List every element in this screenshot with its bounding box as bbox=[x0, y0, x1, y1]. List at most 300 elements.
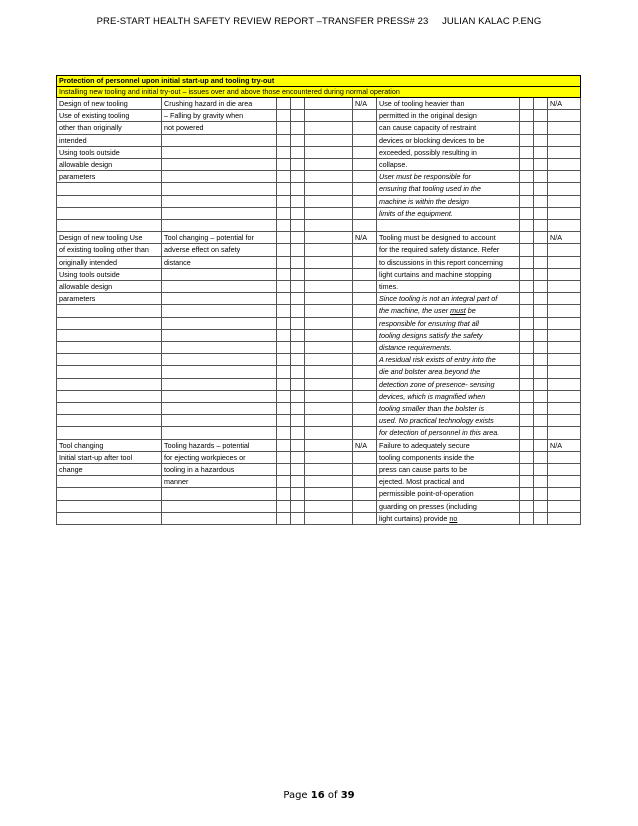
table-row bbox=[57, 146, 581, 158]
section-subtitle: Installing new tooling and initial try-out – issues over and above those encountered during normal operation bbox=[57, 87, 581, 98]
blank-cell bbox=[520, 366, 534, 378]
blank-cell bbox=[291, 390, 305, 402]
table-row bbox=[57, 207, 581, 219]
hazard-cell bbox=[162, 415, 277, 427]
blank-cell bbox=[305, 305, 353, 317]
blank-cell bbox=[277, 159, 291, 171]
blank-cell bbox=[291, 122, 305, 134]
table-row bbox=[57, 390, 581, 402]
blank-cell bbox=[534, 415, 548, 427]
task-cell: Tool changing bbox=[57, 439, 162, 451]
blank-cell bbox=[277, 110, 291, 122]
blank-cell bbox=[534, 293, 548, 305]
blank-cell bbox=[534, 488, 548, 500]
task-cell bbox=[57, 390, 162, 402]
blank-cell bbox=[534, 146, 548, 158]
blank-cell bbox=[305, 183, 353, 195]
task-cell bbox=[57, 329, 162, 341]
task-cell bbox=[57, 415, 162, 427]
blank-cell bbox=[353, 354, 377, 366]
blank-cell bbox=[353, 244, 377, 256]
page-number: 16 bbox=[310, 790, 325, 801]
blank-cell bbox=[305, 317, 353, 329]
na-cell: N/A bbox=[353, 98, 377, 110]
blank-cell bbox=[548, 366, 581, 378]
blank-cell bbox=[353, 403, 377, 415]
blank-cell bbox=[548, 171, 581, 183]
blank-cell bbox=[277, 403, 291, 415]
blank-cell bbox=[305, 354, 353, 366]
na-cell: N/A bbox=[548, 232, 581, 244]
task-cell: change bbox=[57, 464, 162, 476]
control-cell bbox=[377, 220, 520, 232]
blank-cell bbox=[305, 439, 353, 451]
blank-cell bbox=[277, 378, 291, 390]
hazard-cell bbox=[162, 220, 277, 232]
blank-cell bbox=[277, 98, 291, 110]
blank-cell bbox=[291, 195, 305, 207]
blank-cell bbox=[548, 268, 581, 280]
task-cell bbox=[57, 500, 162, 512]
task-cell bbox=[57, 378, 162, 390]
blank-cell bbox=[277, 281, 291, 293]
blank-cell bbox=[305, 232, 353, 244]
task-cell bbox=[57, 512, 162, 524]
table-row bbox=[57, 183, 581, 195]
blank-cell bbox=[291, 207, 305, 219]
blank-cell bbox=[277, 122, 291, 134]
section-title: Protection of personnel upon initial start-up and tooling try-out bbox=[57, 76, 581, 87]
blank-cell bbox=[548, 256, 581, 268]
table-row bbox=[57, 415, 581, 427]
blank-cell bbox=[277, 512, 291, 524]
control-cell: A residual risk exists of entry into the bbox=[377, 354, 520, 366]
blank-cell bbox=[305, 110, 353, 122]
blank-cell bbox=[534, 98, 548, 110]
blank-cell bbox=[291, 232, 305, 244]
task-cell bbox=[57, 427, 162, 439]
blank-cell bbox=[548, 317, 581, 329]
blank-cell bbox=[534, 378, 548, 390]
hazard-cell: Tool changing – potential for bbox=[162, 232, 277, 244]
blank-cell bbox=[520, 476, 534, 488]
hazard-cell bbox=[162, 366, 277, 378]
blank-cell bbox=[520, 98, 534, 110]
table-row bbox=[57, 305, 581, 317]
control-cell: detection zone of presence- sensing bbox=[377, 378, 520, 390]
table-row bbox=[57, 403, 581, 415]
blank-cell bbox=[291, 342, 305, 354]
blank-cell bbox=[277, 329, 291, 341]
task-cell: Use of existing tooling bbox=[57, 110, 162, 122]
blank-cell bbox=[291, 500, 305, 512]
control-text: the machine, the user bbox=[379, 306, 449, 316]
blank-cell bbox=[291, 439, 305, 451]
table-row bbox=[57, 317, 581, 329]
hazard-cell: manner bbox=[162, 476, 277, 488]
control-cell: Since tooling is not an integral part of bbox=[377, 293, 520, 305]
hazard-cell bbox=[162, 512, 277, 524]
blank-cell bbox=[534, 500, 548, 512]
blank-cell bbox=[353, 512, 377, 524]
blank-cell bbox=[353, 256, 377, 268]
blank-cell bbox=[520, 488, 534, 500]
blank-cell bbox=[548, 500, 581, 512]
table-row bbox=[57, 171, 581, 183]
task-cell: parameters bbox=[57, 171, 162, 183]
blank-cell bbox=[305, 159, 353, 171]
blank-cell bbox=[291, 134, 305, 146]
blank-cell bbox=[548, 159, 581, 171]
blank-cell bbox=[305, 329, 353, 341]
blank-cell bbox=[277, 195, 291, 207]
table-row bbox=[57, 281, 581, 293]
control-cell: distance requirements. bbox=[377, 342, 520, 354]
blank-cell bbox=[353, 305, 377, 317]
blank-cell bbox=[548, 390, 581, 402]
blank-cell bbox=[353, 268, 377, 280]
hazard-cell bbox=[162, 293, 277, 305]
na-cell: N/A bbox=[548, 98, 581, 110]
hazard-cell bbox=[162, 268, 277, 280]
control-emphasis: must bbox=[450, 306, 466, 316]
blank-cell bbox=[353, 476, 377, 488]
blank-cell bbox=[305, 427, 353, 439]
blank-cell bbox=[291, 464, 305, 476]
task-cell: other than originally bbox=[57, 122, 162, 134]
hazard-cell bbox=[162, 390, 277, 402]
blank-cell bbox=[534, 268, 548, 280]
blank-cell bbox=[353, 342, 377, 354]
hazard-cell: tooling in a hazardous bbox=[162, 464, 277, 476]
hazard-cell bbox=[162, 354, 277, 366]
control-emphasis: no bbox=[449, 513, 458, 523]
blank-cell bbox=[520, 146, 534, 158]
blank-cell bbox=[548, 195, 581, 207]
blank-cell bbox=[520, 305, 534, 317]
blank-cell bbox=[277, 220, 291, 232]
blank-cell bbox=[520, 317, 534, 329]
hazard-cell bbox=[162, 427, 277, 439]
blank-cell bbox=[291, 244, 305, 256]
control-text: light curtains) provide bbox=[379, 513, 448, 523]
blank-cell bbox=[520, 500, 534, 512]
hazard-cell bbox=[162, 159, 277, 171]
control-cell: Failure to adequately secure bbox=[377, 439, 520, 451]
blank-cell bbox=[305, 366, 353, 378]
blank-cell bbox=[353, 159, 377, 171]
blank-cell bbox=[277, 232, 291, 244]
blank-cell bbox=[534, 305, 548, 317]
blank-cell bbox=[291, 305, 305, 317]
blank-cell bbox=[534, 329, 548, 341]
hazard-cell bbox=[162, 207, 277, 219]
table-row bbox=[57, 195, 581, 207]
blank-cell bbox=[353, 390, 377, 402]
blank-cell bbox=[534, 122, 548, 134]
blank-cell bbox=[305, 293, 353, 305]
blank-cell bbox=[548, 207, 581, 219]
blank-cell bbox=[353, 146, 377, 158]
blank-cell bbox=[534, 427, 548, 439]
blank-cell bbox=[305, 134, 353, 146]
blank-cell bbox=[534, 256, 548, 268]
blank-cell bbox=[520, 134, 534, 146]
page-label: Page bbox=[283, 790, 308, 801]
control-cell: tooling smaller than the bolster is bbox=[377, 403, 520, 415]
hazard-cell bbox=[162, 281, 277, 293]
blank-cell bbox=[520, 281, 534, 293]
blank-cell bbox=[291, 366, 305, 378]
blank-cell bbox=[277, 342, 291, 354]
blank-cell bbox=[534, 512, 548, 524]
blank-cell bbox=[548, 183, 581, 195]
blank-cell bbox=[353, 122, 377, 134]
table-row bbox=[57, 98, 581, 110]
blank-cell bbox=[305, 122, 353, 134]
blank-cell bbox=[548, 122, 581, 134]
blank-cell bbox=[353, 464, 377, 476]
control-cell: ejected. Most practical and bbox=[377, 476, 520, 488]
blank-cell bbox=[520, 451, 534, 463]
blank-cell bbox=[534, 317, 548, 329]
control-cell: responsible for ensuring that all bbox=[377, 317, 520, 329]
control-cell: devices, which is magnified when bbox=[377, 390, 520, 402]
blank-cell bbox=[277, 354, 291, 366]
blank-cell bbox=[548, 378, 581, 390]
blank-cell bbox=[534, 134, 548, 146]
control-cell: times. bbox=[377, 281, 520, 293]
table-row bbox=[57, 378, 581, 390]
blank-cell bbox=[548, 464, 581, 476]
blank-cell bbox=[520, 342, 534, 354]
na-cell: N/A bbox=[353, 439, 377, 451]
blank-cell bbox=[353, 195, 377, 207]
control-cell: User must be responsible for bbox=[377, 171, 520, 183]
control-cell: for the required safety distance. Refer bbox=[377, 244, 520, 256]
blank-cell bbox=[291, 171, 305, 183]
blank-cell bbox=[353, 451, 377, 463]
blank-cell bbox=[520, 268, 534, 280]
blank-cell bbox=[277, 171, 291, 183]
task-cell bbox=[57, 317, 162, 329]
task-cell: Design of new tooling Use bbox=[57, 232, 162, 244]
blank-cell bbox=[291, 256, 305, 268]
blank-cell bbox=[277, 415, 291, 427]
blank-cell bbox=[305, 171, 353, 183]
table-row bbox=[57, 366, 581, 378]
blank-cell bbox=[534, 232, 548, 244]
blank-cell bbox=[305, 195, 353, 207]
blank-cell bbox=[520, 354, 534, 366]
blank-cell bbox=[277, 500, 291, 512]
task-cell bbox=[57, 305, 162, 317]
blank-cell bbox=[305, 244, 353, 256]
control-cell: limits of the equipment. bbox=[377, 207, 520, 219]
blank-cell bbox=[534, 390, 548, 402]
blank-cell bbox=[520, 390, 534, 402]
control-cell: ensuring that tooling used in the bbox=[377, 183, 520, 195]
blank-cell bbox=[277, 244, 291, 256]
blank-cell bbox=[277, 451, 291, 463]
blank-cell bbox=[534, 281, 548, 293]
blank-cell bbox=[305, 207, 353, 219]
table-row bbox=[57, 354, 581, 366]
blank-cell bbox=[277, 146, 291, 158]
task-cell bbox=[57, 488, 162, 500]
control-cell: exceeded, possibly resulting in bbox=[377, 146, 520, 158]
blank-cell bbox=[353, 134, 377, 146]
blank-cell bbox=[353, 207, 377, 219]
table-row bbox=[57, 329, 581, 341]
table-row bbox=[57, 476, 581, 488]
task-cell: originally intended bbox=[57, 256, 162, 268]
hazard-cell: Crushing hazard in die area bbox=[162, 98, 277, 110]
control-cell: for detection of personnel in this area. bbox=[377, 427, 520, 439]
blank-cell bbox=[353, 329, 377, 341]
blank-cell bbox=[305, 488, 353, 500]
blank-cell bbox=[534, 171, 548, 183]
hazard-cell bbox=[162, 342, 277, 354]
blank-cell bbox=[305, 500, 353, 512]
hazard-cell: for ejecting workpieces or bbox=[162, 451, 277, 463]
blank-cell bbox=[520, 293, 534, 305]
control-cell: machine is within the design bbox=[377, 195, 520, 207]
blank-cell bbox=[291, 98, 305, 110]
blank-cell bbox=[520, 415, 534, 427]
task-cell: parameters bbox=[57, 293, 162, 305]
section-banner bbox=[57, 76, 581, 87]
blank-cell bbox=[277, 366, 291, 378]
blank-cell bbox=[548, 293, 581, 305]
blank-cell bbox=[291, 403, 305, 415]
control-cell bbox=[377, 305, 520, 317]
hazard-cell bbox=[162, 171, 277, 183]
report-header: PRE-START HEALTH SAFETY REVIEW REPORT –TRANSFER PRESS# 23 JULIAN KALAC P.ENG bbox=[96, 16, 542, 27]
blank-cell bbox=[305, 476, 353, 488]
hazard-cell bbox=[162, 500, 277, 512]
blank-cell bbox=[353, 427, 377, 439]
task-cell: Initial start-up after tool bbox=[57, 451, 162, 463]
blank-cell bbox=[277, 256, 291, 268]
blank-cell bbox=[520, 244, 534, 256]
blank-cell bbox=[305, 464, 353, 476]
blank-cell bbox=[548, 110, 581, 122]
blank-cell bbox=[520, 403, 534, 415]
task-cell: allowable design bbox=[57, 281, 162, 293]
control-cell: Use of tooling heavier than bbox=[377, 98, 520, 110]
blank-cell bbox=[534, 195, 548, 207]
blank-cell bbox=[534, 183, 548, 195]
task-cell bbox=[57, 207, 162, 219]
hazard-table bbox=[56, 75, 581, 525]
blank-cell bbox=[277, 305, 291, 317]
task-cell bbox=[57, 195, 162, 207]
blank-cell bbox=[291, 220, 305, 232]
control-cell: permitted in the original design bbox=[377, 110, 520, 122]
blank-cell bbox=[520, 329, 534, 341]
hazard-cell bbox=[162, 305, 277, 317]
control-cell: collapse. bbox=[377, 159, 520, 171]
hazard-cell: adverse effect on safety bbox=[162, 244, 277, 256]
control-cell: devices or blocking devices to be bbox=[377, 134, 520, 146]
blank-cell bbox=[548, 403, 581, 415]
control-cell: die and bolster area beyond the bbox=[377, 366, 520, 378]
blank-cell bbox=[353, 317, 377, 329]
blank-cell bbox=[277, 427, 291, 439]
blank-cell bbox=[277, 183, 291, 195]
blank-cell bbox=[534, 464, 548, 476]
hazard-cell bbox=[162, 488, 277, 500]
blank-cell bbox=[353, 415, 377, 427]
blank-cell bbox=[353, 500, 377, 512]
hazard-cell: not powered bbox=[162, 122, 277, 134]
blank-cell bbox=[291, 281, 305, 293]
control-cell: permissible point-of-operation bbox=[377, 488, 520, 500]
page-total: 39 bbox=[340, 790, 355, 801]
blank-cell bbox=[534, 366, 548, 378]
blank-cell bbox=[305, 403, 353, 415]
blank-cell bbox=[534, 207, 548, 219]
blank-cell bbox=[520, 122, 534, 134]
blank-cell bbox=[353, 378, 377, 390]
hazard-cell bbox=[162, 403, 277, 415]
hazard-cell bbox=[162, 378, 277, 390]
table-row bbox=[57, 256, 581, 268]
task-cell: Using tools outside bbox=[57, 268, 162, 280]
hazard-cell bbox=[162, 146, 277, 158]
table-row bbox=[57, 451, 581, 463]
na-cell: N/A bbox=[548, 439, 581, 451]
blank-cell bbox=[534, 159, 548, 171]
blank-cell bbox=[548, 476, 581, 488]
hazard-cell bbox=[162, 329, 277, 341]
blank-cell bbox=[353, 110, 377, 122]
control-cell: press can cause parts to be bbox=[377, 464, 520, 476]
blank-cell bbox=[305, 451, 353, 463]
blank-cell bbox=[291, 378, 305, 390]
blank-cell bbox=[291, 183, 305, 195]
task-cell bbox=[57, 366, 162, 378]
blank-cell bbox=[534, 342, 548, 354]
blank-cell bbox=[520, 220, 534, 232]
blank-cell bbox=[277, 488, 291, 500]
control-cell bbox=[377, 512, 520, 524]
control-cell: Tooling must be designed to account bbox=[377, 232, 520, 244]
task-cell bbox=[57, 354, 162, 366]
control-cell: used. No practical technology exists bbox=[377, 415, 520, 427]
blank-cell bbox=[353, 171, 377, 183]
blank-cell bbox=[305, 220, 353, 232]
blank-cell bbox=[291, 317, 305, 329]
section-banner-sub bbox=[57, 87, 581, 98]
blank-cell bbox=[277, 268, 291, 280]
control-text: be bbox=[467, 306, 476, 316]
blank-cell bbox=[291, 146, 305, 158]
table-row bbox=[57, 439, 581, 451]
table-row bbox=[57, 110, 581, 122]
blank-cell bbox=[277, 476, 291, 488]
blank-cell bbox=[291, 329, 305, 341]
blank-cell bbox=[520, 256, 534, 268]
blank-cell bbox=[305, 98, 353, 110]
task-cell bbox=[57, 342, 162, 354]
blank-cell bbox=[548, 244, 581, 256]
task-cell bbox=[57, 183, 162, 195]
blank-cell bbox=[520, 207, 534, 219]
blank-cell bbox=[520, 171, 534, 183]
blank-cell bbox=[520, 159, 534, 171]
